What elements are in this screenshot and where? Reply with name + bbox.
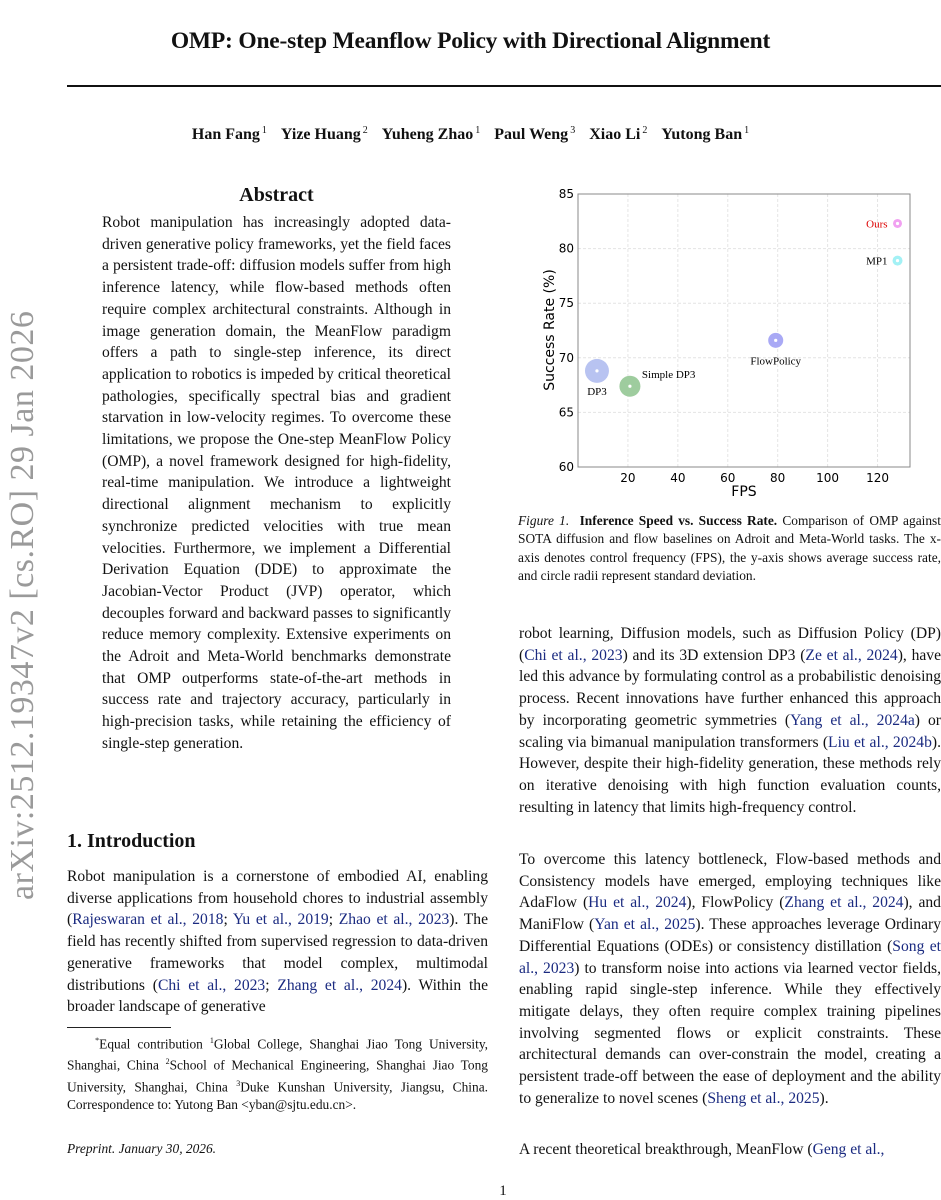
y-axis-ticks <box>559 187 574 474</box>
citation-link[interactable]: Zhang et al., 2024 <box>277 976 402 994</box>
abstract-text: Robot manipulation has increasingly adopted data-driven generative policy frameworks, yet the field faces a persistent trade-off: diffusion models suffer from high inference latency, while flow-based methods often require complex architectural constraints. Although in image generation domain, the MeanFlow paradigm offers a path to single-step inference, its direct application to robotics is impeded by critical theoretical pathologies, specifically spectral bias and gradient starvation in low-velocity regimes. To overcome these limitations, we propose the One-step MeanFlow Policy (OMP), a novel framework designed for high-fidelity, real-time manipulation. We introduce a lightweight directional alignment mechanism to explicitly synchronize predicted velocities with true mean velocities. Furthermore, we implement a Differential Derivation Equation (DDE) to approximate the Jacobian-Vector Product (JVP) operator, which decouples forward and backward passes to significantly reduce memory complexity. Extensive experiments on the Adroit and Meta-World benchmarks demonstrate that OMP outperforms state-of-the-art methods in success rate and trajectory accuracy, particularly in high-precision tasks, while retaining the efficiency of single-step generation. <box>102 214 451 752</box>
arxiv-side-stamp: arXiv:2512.19347v2 [cs.RO] 29 Jan 2026 <box>4 310 41 900</box>
point-label: DP3 <box>587 385 607 398</box>
preprint-notice: Preprint. January 30, 2026. <box>67 1141 217 1156</box>
citation-link[interactable]: Chi et al., 2023 <box>524 646 623 664</box>
data-point-dp3 <box>585 359 609 398</box>
author: Paul Weng $^3$ <box>494 125 576 144</box>
title-rule <box>67 85 941 87</box>
author: Xiao Li $^2$ <box>589 125 648 144</box>
citation-link[interactable]: Sheng et al., 2025 <box>707 1089 820 1107</box>
citation-link[interactable]: Song et al., 2023 <box>519 937 941 977</box>
x-axis-ticks <box>620 471 889 485</box>
y-tick-label: 60 <box>558 460 574 474</box>
y-tick-label: 70 <box>558 350 574 365</box>
data-point-simple-dp3 <box>619 369 695 397</box>
citation-link[interactable]: Ze et al., 2024 <box>805 646 898 664</box>
citation-link[interactable]: Rajeswaran et al., 2018 <box>72 911 224 929</box>
x-tick-label: 40 <box>670 471 686 485</box>
data-point-flowpolicy <box>750 333 801 368</box>
point-label: FlowPolicy <box>750 355 802 368</box>
author: Han Fang $^1$ <box>191 125 267 144</box>
intro-paragraph-continued: robot learning, Diffusion models, such as Diffusion Policy (DP) (Chi et al., 2023) and its 3D extension DP3 (Ze et al., 2024), have led this advance by formulating control as a probabilistic denoising process. Recent innovations have further enhanced this approach by incorporating geometric symmetries (Yang et al., 2024a) or scaling via bimanual manipulation transformers (Liu et al., 2024b). However, despite their high-fidelity generation, these methods rely on iterative denoising with high function evaluation counts, resulting in latency that limits high-frequency control. <box>519 625 941 816</box>
y-tick-label: 75 <box>558 296 574 311</box>
citation-link[interactable]: Yang et al., 2024a <box>790 711 915 729</box>
author-list <box>0 125 941 144</box>
data-point-mp1 <box>866 256 902 268</box>
citation-link[interactable]: Yu et al., 2019 <box>232 911 329 929</box>
footnote-rule <box>67 1027 171 1028</box>
citation-link[interactable]: Geng et al., <box>812 1141 885 1158</box>
figure1-caption: Figure 1. Inference Speed vs. Success Rate. Comparison of OMP against SOTA diffusion and flow baselines on Adroit and Meta-World tasks. The x-axis denotes control frequency (FPS), the y-axis shows average success rate, and circle radii represent standard deviation. <box>518 513 941 584</box>
citation-link[interactable]: Yan et al., 2025 <box>594 916 696 934</box>
data-points <box>585 218 903 397</box>
author: Yuheng Zhao $^1$ <box>381 125 481 144</box>
point-label: MP1 <box>866 255 888 268</box>
author: Yutong Ban $^1$ <box>661 125 750 144</box>
paper-title: OMP: One-step Meanflow Policy with Directional Alignment <box>170 28 771 54</box>
affiliations-footnote: *Equal contribution $^1$Global College, Shanghai Jiao Tong University, Shanghai, China $^2$School of Mechanical Engineering, Shanghai Jiao Tong University, Shanghai, China $^3$Duke Kunshan University, Jiangsu, China. Correspondence to: Yutong Ban <yban@sjtu.edu.cn>. <box>67 1036 489 1113</box>
intro-paragraph: Robot manipulation is a cornerstone of embodied AI, enabling diverse applications from household chores to industrial assembly (Rajeswaran et al., 2018; Yu et al., 2019; Zhao et al., 2023). The field has recently shifted from supervised regression to data-driven generative frameworks that model complex, multimodal distributions (Chi et al., 2023; Zhang et al., 2024). Within the broader landscape of generative <box>67 868 489 1016</box>
x-axis-label: FPS <box>731 484 757 500</box>
point-label: Simple DP3 <box>641 369 696 382</box>
x-tick-label: 60 <box>720 471 736 485</box>
y-axis-label: Success Rate (%) <box>542 269 558 391</box>
x-tick-label: 20 <box>620 471 636 485</box>
x-tick-label: 80 <box>770 471 786 485</box>
figure1-scatter-chart <box>520 180 941 510</box>
x-tick-label: 100 <box>816 471 840 485</box>
data-point-ours <box>866 218 902 230</box>
point-label: Ours <box>866 218 888 231</box>
y-tick-label: 80 <box>558 241 574 256</box>
x-tick-label: 120 <box>866 471 890 485</box>
y-tick-label: 85 <box>558 187 574 201</box>
section-heading-introduction: 1. Introduction <box>67 830 196 852</box>
intro-paragraph: To overcome this latency bottleneck, Flow-based methods and Consistency models have emerged, employing techniques like AdaFlow (Hu et al., 2024), FlowPolicy (Zhang et al., 2024), and ManiFlow (Yan et al., 2025). These approaches leverage Ordinary Differential Equations (ODEs) or consistency distillation (Song et al., 2023) to transform noise into actions via learned vector fields, enabling rapid single-step inference. While they effectively mitigate delays, they often require complex training pipelines involving segmented flows or explicit constraints. These architectural demands can over-constrain the model, creating a persistent trade-off between the ease of deployment and the ability to generalize to novel scenes (Sheng et al., 2025). <box>519 851 941 1107</box>
chart-gridlines <box>578 194 910 467</box>
author: Yize Huang $^2$ <box>280 125 368 144</box>
citation-link[interactable]: Chi et al., 2023 <box>157 976 266 994</box>
citation-link[interactable]: Liu et al., 2024b <box>828 733 932 751</box>
citation-link[interactable]: Zhang et al., 2024 <box>784 894 904 912</box>
page-number: 1 <box>499 1183 507 1199</box>
citation-link[interactable]: Zhao et al., 2023 <box>338 911 450 929</box>
citation-link[interactable]: Hu et al., 2024 <box>588 894 687 912</box>
intro-paragraph: A recent theoretical breakthrough, MeanFlow (Geng et al., <box>519 1141 885 1158</box>
y-tick-label: 65 <box>558 405 574 420</box>
abstract-heading: Abstract <box>239 184 314 206</box>
